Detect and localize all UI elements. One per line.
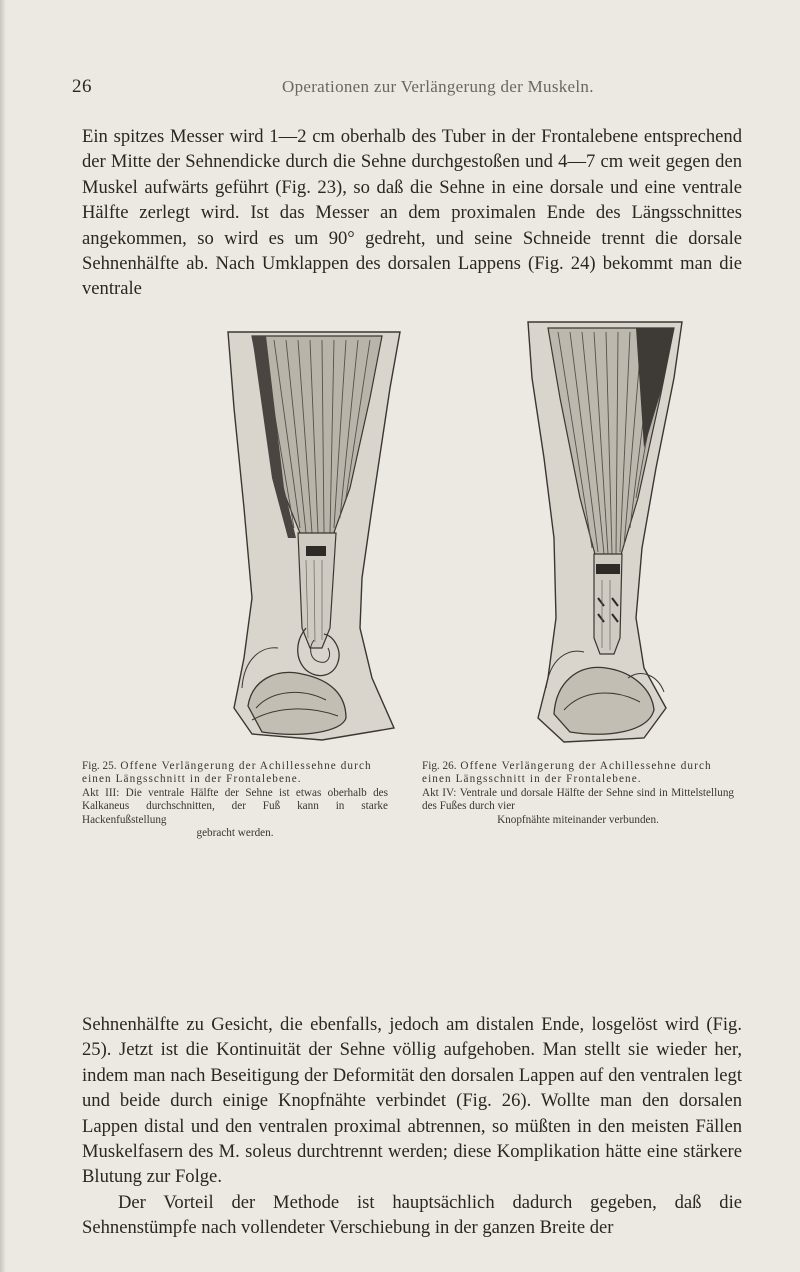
figure-25-title-text: Offene Verlängerung der Achillessehne durch einen Längsschnitt in der Frontalebene.	[82, 760, 372, 786]
figure-26-title	[422, 760, 734, 787]
figure-25-body: Akt III: Die ventrale Hälfte der Sehne ist etwas oberhalb des Kalkaneus durchschnitten, der Fuß kann in starke Hackenfußstellung	[82, 786, 388, 826]
figure-26-illustration	[524, 318, 686, 746]
figure-25-caption	[82, 760, 388, 840]
page-edge	[0, 0, 6, 1272]
figure-26-body: Akt IV: Ventrale und dorsale Hälfte der Sehne sind in Mittelstellung des Fußes durch vier	[422, 786, 734, 813]
paragraph-bottom-2: Der Vorteil der Methode ist hauptsächlich dadurch gegeben, daß die Sehnenstümpfe nach vollendeter Verschiebung in der ganzen Breite der	[82, 1191, 742, 1239]
figure-26-caption	[422, 760, 734, 827]
figure-26-body-last: Knopfnähte miteinander verbunden.	[497, 813, 659, 826]
figure-26-title-text: Offene Verlängerung der Achillessehne durch einen Längsschnitt in der Frontalebene.	[422, 760, 712, 786]
figure-25-title	[82, 760, 388, 787]
paragraph-top: Ein spitzes Messer wird 1—2 cm oberhalb des Tuber in der Frontalebene entsprechend der Mitte der Sehnendicke durch die Sehne durchgestoßen und 4—7 cm weit gegen den Muskel aufwärts geführt (Fig. 23), so daß die Sehne in eine dorsale und eine ventrale Hälfte zerlegt wird. Ist das Messer an dem proximalen Ende des Längsschnittes angekommen, so wird es um 90° gedreht, und seine Schneide trennt die dorsale Sehnenhälfte ab. Nach Umklappen des dorsalen Lappens (Fig. 24) bekommt man die ventrale	[82, 126, 742, 300]
running-head: Operationen zur Verlängerung der Muskeln.	[282, 77, 594, 96]
figure-25-illustration	[222, 328, 406, 744]
figure-25-body-last: gebracht werden.	[196, 827, 274, 840]
page-header	[72, 76, 742, 106]
figure-25-label: Fig. 25.	[82, 760, 117, 772]
paragraph-bottom	[82, 1012, 742, 1241]
figure-26-label: Fig. 26.	[422, 760, 457, 772]
page-number: 26	[72, 76, 92, 97]
paragraph-bottom-1: Sehnenhälfte zu Gesicht, die ebenfalls, jedoch am distalen Ende, losgelöst wird (Fig. 25). Jetzt ist die Kontinuität der Sehne völlig aufgehoben. Man stellt sie wieder her, indem man nach Beseitigung der Deformität den dorsalen Lappen auf den ventralen legt und beide durch einige Knopfnähte verbindet (Fig. 26). Wollte man den dorsalen Lappen distal und den ventralen proximal abtrennen, so müßten in den meisten Fällen Muskelfasern des M. soleus durchtrennt werden; diese Komplikation hätte eine stärkere Blutung zur Folge.	[82, 1014, 742, 1188]
